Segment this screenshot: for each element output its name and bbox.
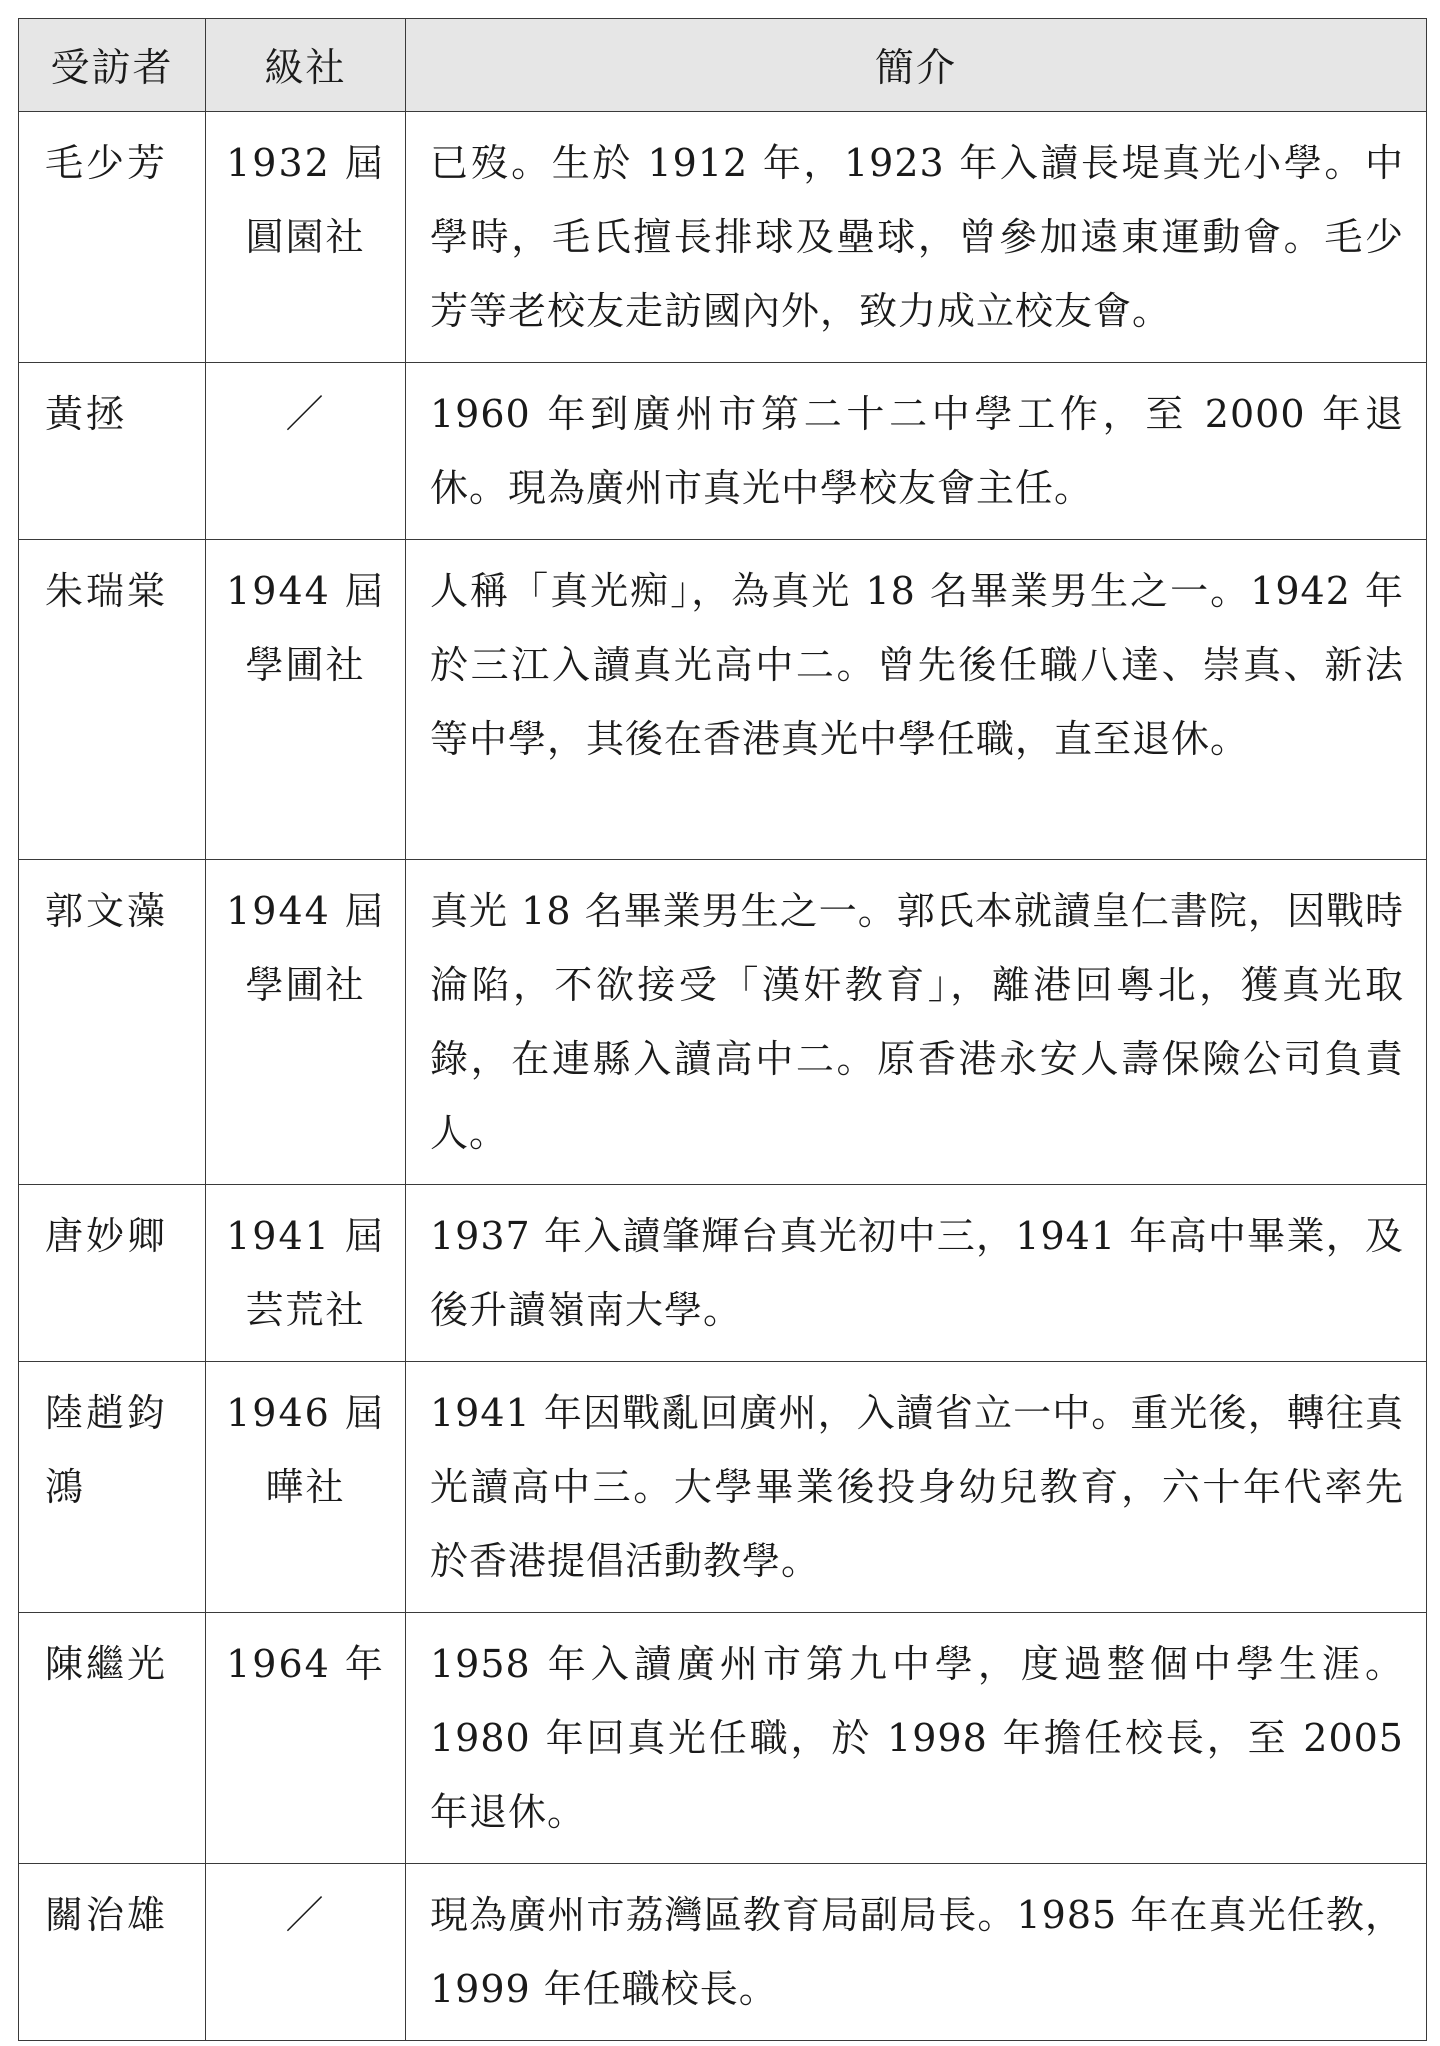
class-society-cell bbox=[206, 363, 406, 540]
profile-text: 1937 年入讀肇輝台真光初中三，1941 年高中畢業，及後升讀嶺南大學。 bbox=[406, 1185, 1427, 1362]
table-row bbox=[19, 540, 1427, 860]
profile-text: 人稱「真光痴」，為真光 18 名畢業男生之一。1942 年於三江入讀真光高中二。曾先後任職八達、崇真、新法等中學，其後在香港真光中學任職，直至退休。 bbox=[406, 540, 1427, 860]
class-society-cell bbox=[206, 1613, 406, 1864]
interviewee-name: 朱瑞棠 bbox=[19, 540, 206, 860]
class-society-cell bbox=[206, 860, 406, 1185]
header-class-society: 級社 bbox=[206, 19, 406, 112]
header-profile: 簡介 bbox=[406, 19, 1427, 112]
table-row bbox=[19, 860, 1427, 1185]
table-row bbox=[19, 1362, 1427, 1613]
interviewee-profile-table bbox=[18, 18, 1427, 2041]
table-row bbox=[19, 363, 1427, 540]
society-name: 芸荒社 bbox=[245, 1288, 366, 1332]
interviewee-name: 關治雄 bbox=[19, 1864, 206, 2041]
interviewee-name: 毛少芳 bbox=[19, 112, 206, 363]
interviewee-name: 郭文藻 bbox=[19, 860, 206, 1185]
class-year: 1932 屆 bbox=[226, 141, 385, 185]
society-name: 學圃社 bbox=[245, 643, 366, 687]
class-year-none: ／ bbox=[285, 1893, 326, 1937]
profile-text: 1941 年因戰亂回廣州，入讀省立一中。重光後，轉往真光讀高中三。大學畢業後投身幼兒教育，六十年代率先於香港提倡活動教學。 bbox=[406, 1362, 1427, 1613]
table-header-row bbox=[19, 19, 1427, 112]
table-row bbox=[19, 1185, 1427, 1362]
interviewee-name: 唐妙卿 bbox=[19, 1185, 206, 1362]
class-year: 1944 屆 bbox=[226, 569, 385, 613]
class-society-cell bbox=[206, 540, 406, 860]
society-name: 學圃社 bbox=[245, 963, 366, 1007]
table-row bbox=[19, 1864, 1427, 2041]
table-row bbox=[19, 1613, 1427, 1864]
class-society-cell bbox=[206, 112, 406, 363]
class-society-cell bbox=[206, 1864, 406, 2041]
society-name: 曄社 bbox=[265, 1465, 346, 1509]
class-year: 1941 屆 bbox=[226, 1214, 385, 1258]
class-year-none: ／ bbox=[285, 392, 326, 436]
interviewee-name: 陳繼光 bbox=[19, 1613, 206, 1864]
class-year: 1946 屆 bbox=[226, 1391, 385, 1435]
class-society-cell bbox=[206, 1185, 406, 1362]
class-year: 1964 年 bbox=[226, 1642, 385, 1686]
interviewee-name: 陸趙鈞鴻 bbox=[19, 1362, 206, 1613]
class-year: 1944 屆 bbox=[226, 889, 385, 933]
class-society-cell bbox=[206, 1362, 406, 1613]
profile-text: 1960 年到廣州市第二十二中學工作，至 2000 年退休。現為廣州市真光中學校友會主任。 bbox=[406, 363, 1427, 540]
profile-text: 已歿。生於 1912 年，1923 年入讀長堤真光小學。中學時，毛氏擅長排球及壘球，曾參加遠東運動會。毛少芳等老校友走訪國內外，致力成立校友會。 bbox=[406, 112, 1427, 363]
society-name: 圓園社 bbox=[245, 215, 366, 259]
header-interviewee: 受訪者 bbox=[19, 19, 206, 112]
profile-text: 1958 年入讀廣州市第九中學，度過整個中學生涯。1980 年回真光任職，於 1998 年擔任校長，至 2005 年退休。 bbox=[406, 1613, 1427, 1864]
profile-text: 現為廣州市荔灣區教育局副局長。1985 年在真光任教，1999 年任職校長。 bbox=[406, 1864, 1427, 2041]
interviewee-name: 黃拯 bbox=[19, 363, 206, 540]
table-row bbox=[19, 112, 1427, 363]
profile-text: 真光 18 名畢業男生之一。郭氏本就讀皇仁書院，因戰時淪陷，不欲接受「漢奸教育」，離港回粵北，獲真光取錄，在連縣入讀高中二。原香港永安人壽保險公司負責人。 bbox=[406, 860, 1427, 1185]
